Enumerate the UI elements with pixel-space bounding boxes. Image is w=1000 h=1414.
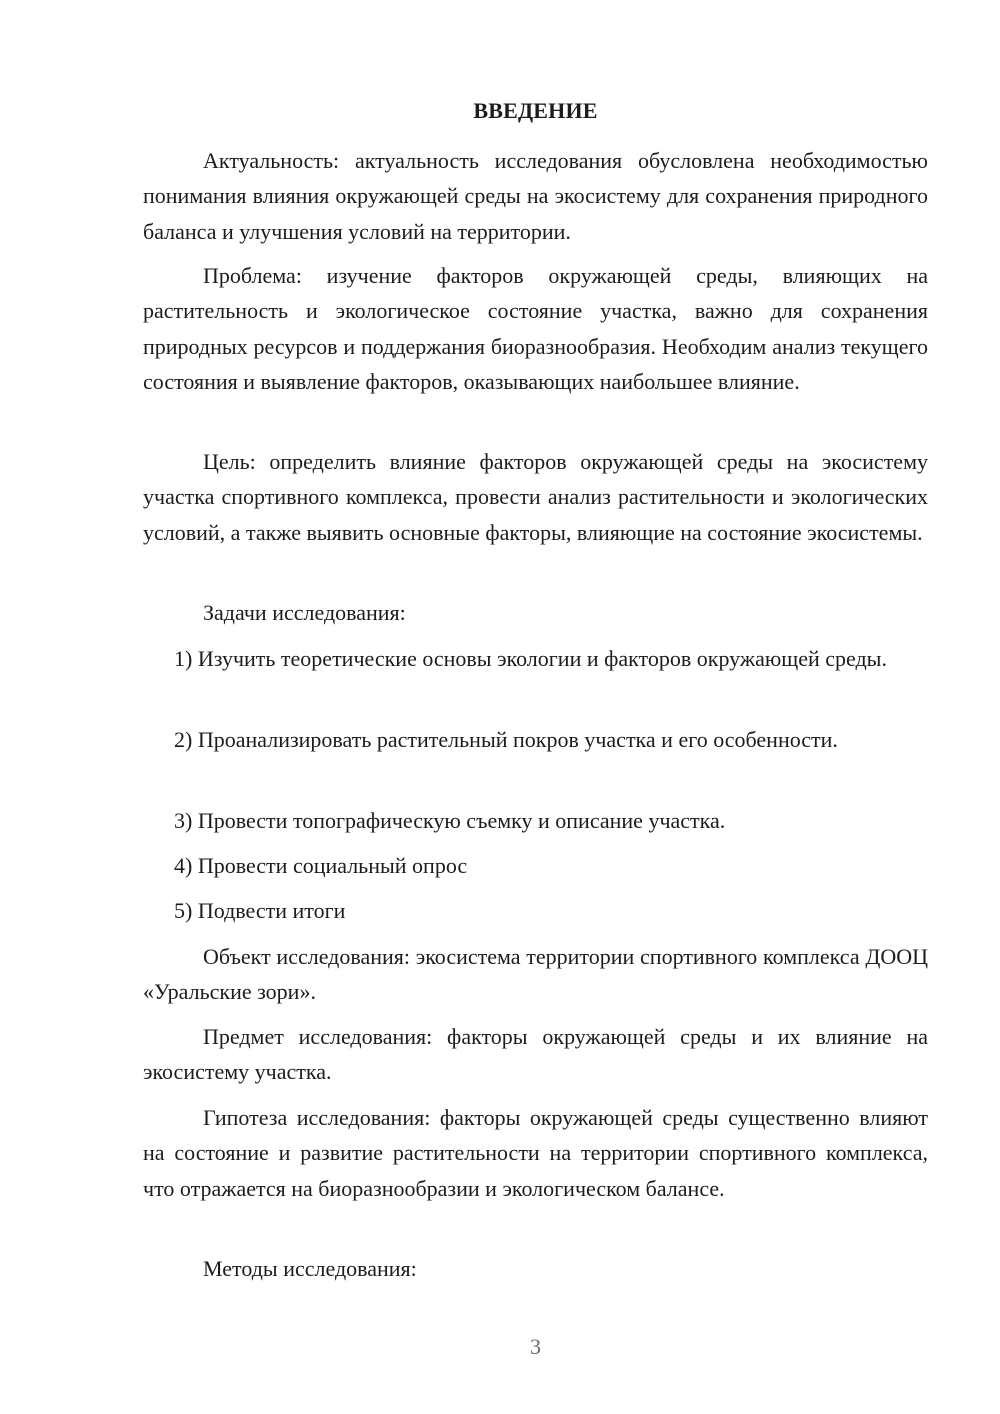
task-item-4: 4) Провести социальный опрос	[174, 853, 468, 878]
tasks-heading: Задачи исследования:	[203, 600, 406, 625]
methods-heading: Методы исследования:	[203, 1256, 417, 1281]
task-item-1: 1) Изучить теоретические основы экологии и факторов окружающей среды.	[174, 646, 887, 671]
page-number: 3	[530, 1334, 541, 1359]
page-title: ВВЕДЕНИЕ	[473, 98, 598, 123]
goal-paragraph: Цель: определить влияние факторов окружающей среды на экосистему участка спортивного комплекса, провести анализ растительности и экологических условий, а также выявить основные факторы, влияющие на состояние экосистемы.	[143, 449, 928, 545]
problem-paragraph: Проблема: изучение факторов окружающей среды, влияющих на растительность и экологическое состояние участка, важно для сохранения природных ресурсов и поддержания биоразнообразия. Необходим анализ текущего состояния и выявление факторов, оказывающих наибольшее влияние.	[143, 263, 928, 394]
object-paragraph: Объект исследования: экосистема территории спортивного комплекса ДООЦ «Уральские зори».	[143, 944, 928, 1005]
document-page	[143, 0, 928, 1414]
task-item-2: 2) Проанализировать растительный покров участка и его особенности.	[174, 727, 838, 752]
subject-paragraph: Предмет исследования: факторы окружающей среды и их влияние на экосистему участка.	[143, 1024, 928, 1085]
task-item-3: 3) Провести топографическую съемку и описание участка.	[174, 808, 726, 833]
relevance-paragraph: Актуальность: актуальность исследования обусловлена необходимостью понимания влияния окружающей среды на экосистему для сохранения природного баланса и улучшения условий на территории.	[143, 148, 928, 244]
hypothesis-paragraph: Гипотеза исследования: факторы окружающей среды существенно влияют на состояние и развитие растительности на территории спортивного комплекса, что отражается на биоразнообразии и экологическом балансе.	[143, 1105, 928, 1201]
task-item-5: 5) Подвести итоги	[174, 898, 346, 923]
